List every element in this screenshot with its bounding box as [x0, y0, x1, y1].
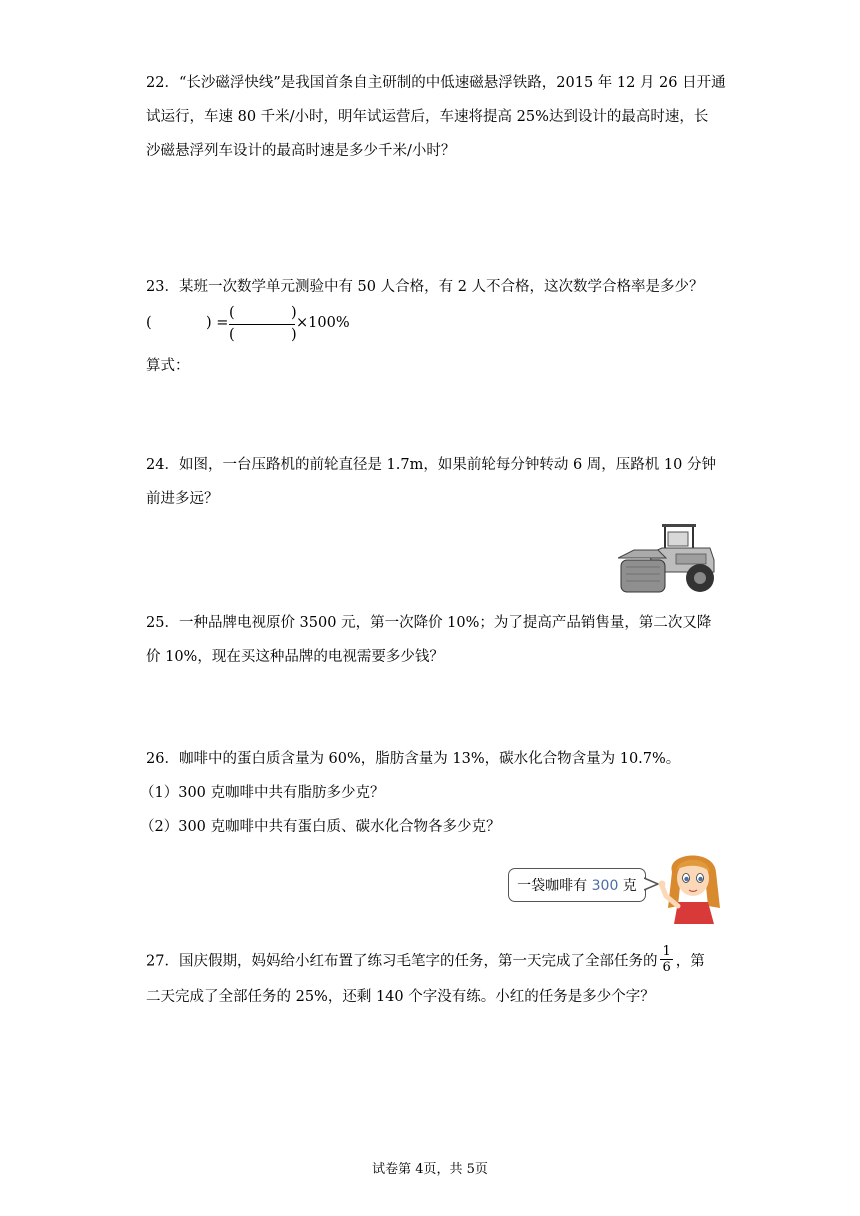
formula-left-paren: ( [146, 315, 152, 331]
q24-line-2: 前进多远？ [146, 491, 219, 507]
girl-pointing-icon [656, 846, 728, 924]
q27-line-1-text: 27．国庆假期，妈妈给小红布置了练习毛笔字的任务，第一天完成了全部任务的 [146, 953, 658, 970]
page-footer: 试卷第 4页，共 5页 [372, 1162, 488, 1177]
q26-illustration [506, 846, 728, 924]
times-100-percent: ×100% [296, 315, 350, 331]
q23-formula [146, 305, 366, 345]
q26-sub-question-1: （1）300 克咖啡中共有脂肪多少克？ [140, 785, 385, 801]
q26-line-1: 26．咖啡中的蛋白质含量为 60%，脂肪含量为 13%，碳水化合物含量为 10.7%。 [146, 751, 681, 767]
fraction-bar [229, 324, 295, 325]
speech-bubble [508, 868, 646, 902]
q27-line-1-tail: ，第 [675, 953, 705, 970]
q25-line-2: 价 10%，现在买这种品牌的电视需要多少钱？ [146, 649, 444, 665]
bubble-suffix: 克 [618, 878, 637, 894]
q26-sub-question-2: （2）300 克咖啡中共有蛋白质、碳水化合物各多少克？ [140, 819, 501, 835]
fraction-numerator-blank: ( ) [229, 305, 297, 321]
q23-calc-label: 算式： [146, 358, 190, 374]
q23-line-1: 23．某班一次数学单元测验中有 50 人合格，有 2 人不合格，这次数学合格率是多少？ [146, 279, 704, 295]
q27-line-2: 二天完成了全部任务的 25%，还剩 140 个字没有练。小红的任务是多少个字？ [146, 989, 655, 1005]
fraction-denominator-blank: ( ) [229, 327, 297, 343]
bubble-number: 300 [591, 878, 619, 894]
q27-fraction-denominator: 6 [662, 960, 671, 975]
q22-line-2: 试运行，车速 80 千米/小时，明年试运营后，车速将提高 25%达到设计的最高时速，长 [146, 109, 709, 125]
q27-fraction-numerator: 1 [662, 944, 671, 959]
q25-line-1: 25．一种品牌电视原价 3500 元，第一次降价 10%；为了提高产品销售量，第二次又降 [146, 615, 712, 631]
q24-line-1: 24．如图，一台压路机的前轮直径是 1.7m，如果前轮每分钟转动 6 周，压路机 10 分钟 [146, 457, 716, 473]
bubble-prefix: 一袋咖啡有 [517, 878, 592, 894]
q22-line-3: 沙磁悬浮列车设计的最高时速是多少千米/小时？ [146, 143, 456, 159]
q27-fraction [660, 944, 672, 975]
road-roller-icon [618, 520, 718, 594]
formula-right-paren-equals: ) = [206, 315, 229, 331]
q22-line-1: 22．“长沙磁浮快线”是我国首条自主研制的中低速磁悬浮铁路，2015 年 12 月 26 日开通 [146, 75, 726, 91]
q27-line-1 [146, 946, 705, 977]
formula-fraction [229, 305, 299, 345]
